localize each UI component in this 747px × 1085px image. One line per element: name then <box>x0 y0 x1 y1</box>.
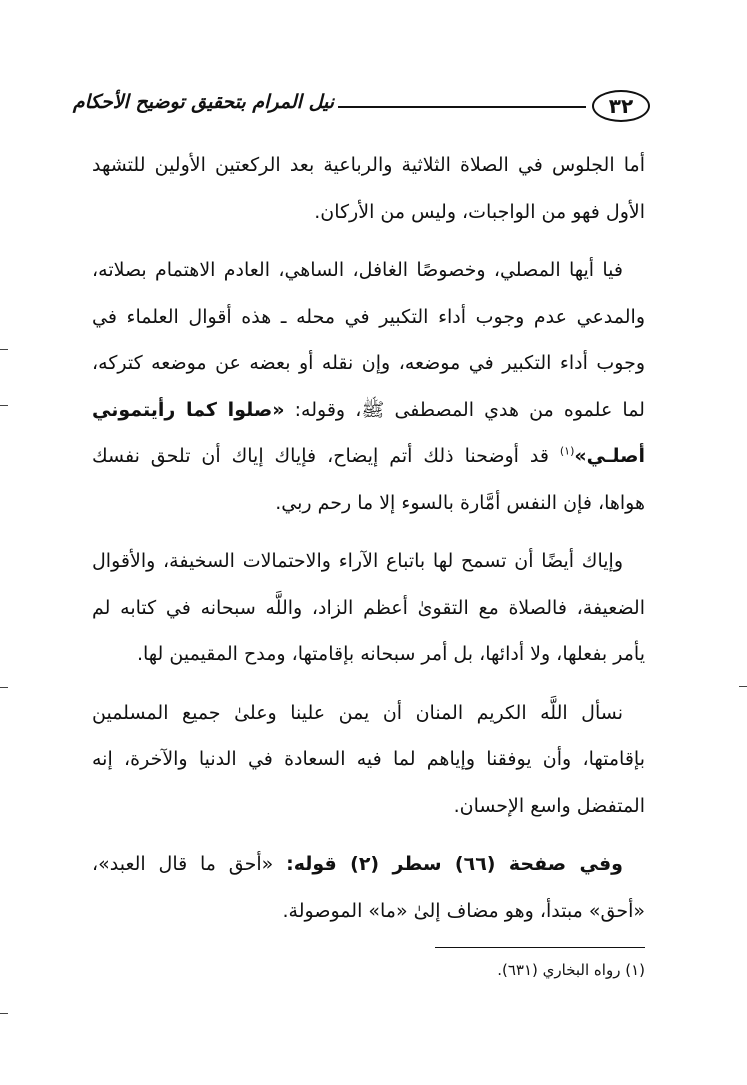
paragraph-3-text: وإياك أيضًا أن تسمح لها باتباع الآراء والاحتمالات السخيفة، والأقوال الضعيفة، فالصلاة مع التقوىٰ أعظم الزاد، واللَّه سبحانه في كتابه لم يأمر بفعلها، ولا أدائها، بل أمر سبحانه بإقامتها، ومدح المقيمين لها. <box>92 550 645 665</box>
footnote-1: (١) رواه البخاري (٦٣١). <box>497 961 645 979</box>
scan-mark <box>0 349 8 350</box>
paragraph-5-lead: وفي صفحة (٦٦) سطر (٢) قوله: <box>286 853 623 875</box>
paragraph-5 <box>92 841 645 934</box>
paragraph-1-text: أما الجلوس في الصلاة الثلاثية والرباعية بعد الركعتين الأولين للتشهد الأول فهو من الواجبات، وليس من الأركان. <box>92 154 645 223</box>
main-text <box>92 142 645 946</box>
paragraph-4 <box>92 690 645 830</box>
page-header <box>72 90 650 130</box>
paragraph-3 <box>92 538 645 678</box>
paragraph-2-text: فيا أيها المصلي، وخصوصًا الغافل، الساهي، العادم الاهتمام بصلاته، والمدعي عدم وجوب أداء التكبير في محله ـ هذه أقوال العلماء في وجوب أداء التكبير في موضعه، وإن نقله أو بعضه عن موضعه كتركه، لما علموه من هدي المصطفى ﷺ، وقوله: <box>92 259 645 421</box>
paragraph-2-continuation: قد أوضحنا ذلك أتم إيضاح، فإياك إياك أن تلحق نفسك هواها، فإن النفس أمَّارة بالسوء إلا ما رحم ربي. <box>92 445 645 514</box>
footnote-reference[interactable]: (١) <box>559 444 575 458</box>
scan-mark <box>0 687 8 688</box>
page-number: ٣٢ <box>592 90 650 122</box>
scan-mark <box>0 405 8 406</box>
paragraph-2 <box>92 247 645 526</box>
paragraph-4-text: نسأل اللَّه الكريم المنان أن يمن علينا وعلىٰ جميع المسلمين بإقامتها، وأن يوفقنا وإياهم لما فيه السعادة في الدنيا والآخرة، إنه المتفضل واسع الإحسان. <box>92 701 645 817</box>
header-rule <box>338 106 586 108</box>
paragraph-1 <box>92 142 645 235</box>
book-title: نيل المرام بتحقيق توضيح الأحكام <box>72 91 334 113</box>
hadith-quote: «صلوا كما رأيتموني أصلـي» <box>92 398 645 467</box>
scan-mark <box>0 1013 8 1014</box>
footnote-divider <box>435 947 645 948</box>
scan-mark <box>739 686 747 687</box>
paragraph-5-text: «أحق ما قال العبد»، «أحق» مبتدأ، وهو مضاف إلىٰ «ما» الموصولة. <box>92 853 645 922</box>
